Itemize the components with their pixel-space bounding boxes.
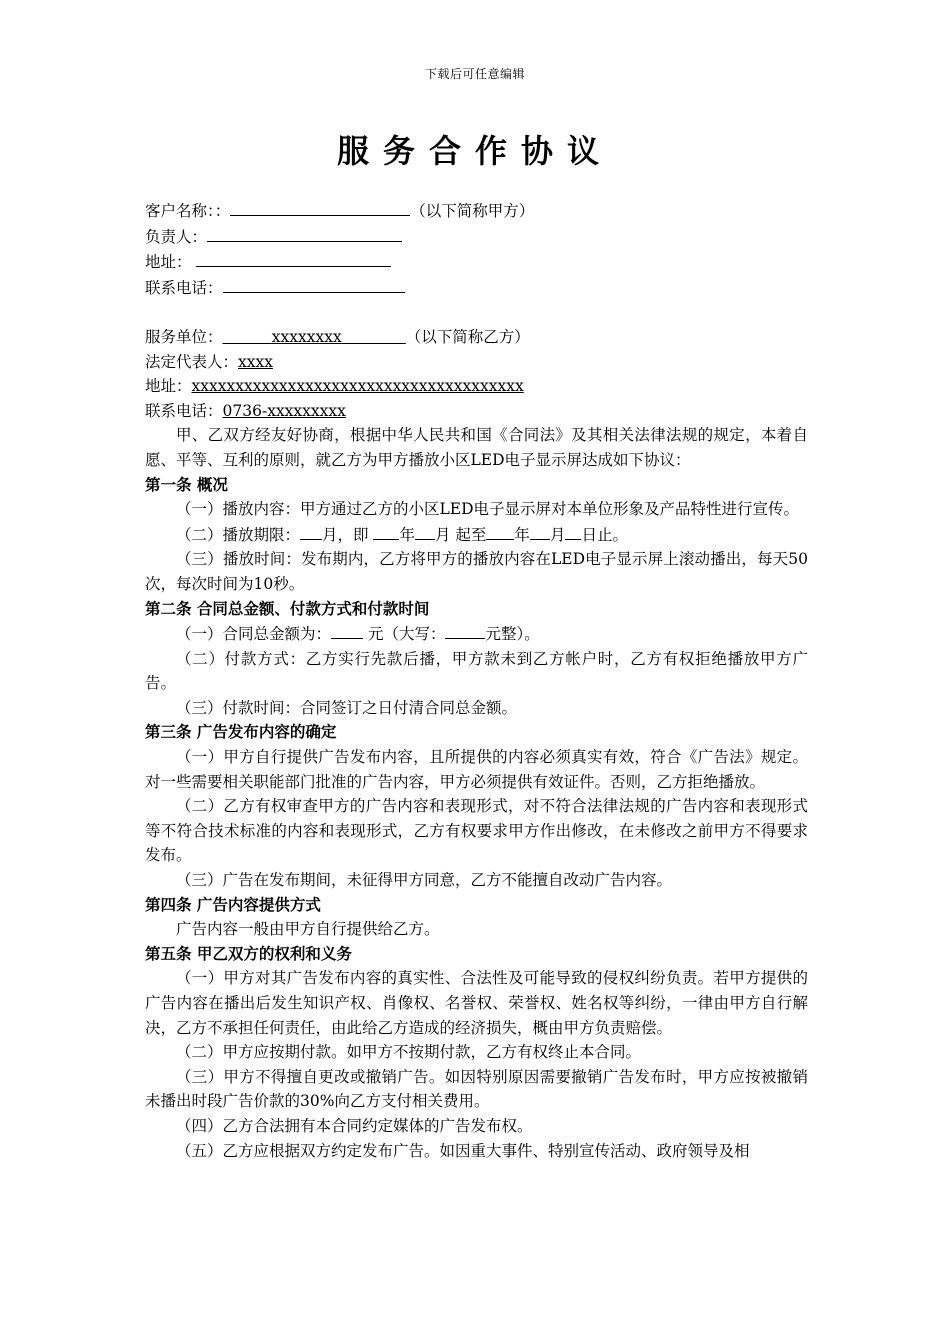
client-name-blank bbox=[230, 198, 410, 216]
party-a-address-line: 地址： bbox=[145, 249, 808, 275]
party-b-address-line: 地址：xxxxxxxxxxxxxxxxxxxxxxxxxxxxxxxxxxxxxx bbox=[145, 377, 524, 396]
article-5-item-1: （一）甲方对其广告发布内容的真实性、合法性及可能导致的侵权纠纷负责。若甲方提供的广告内容在播出后发生知识产权、肖像权、名誉权、荣誉权、姓名权等纠纷，一律由甲方自行解决，乙方不承担任何责任，由此给乙方造成的经济损失，概由甲方负责赔偿。 bbox=[145, 969, 808, 1037]
article-2-heading: 第二条 合同总金额、付款方式和付款时间 bbox=[145, 598, 430, 618]
article-3-item-3: （三）广告在发布期间，未征得甲方同意，乙方不能擅自改动广告内容。 bbox=[176, 871, 673, 890]
client-name-line: 客户名称：： （以下简称甲方） bbox=[145, 198, 808, 224]
intro-paragraph: 甲、乙双方经友好协商，根据中华人民共和国《合同法》及其相关法律法规的规定，本着自愿、平等、互利的原则，就乙方为甲方播放小区LED电子显示屏达成如下协议： bbox=[145, 426, 808, 469]
article-1-item-3: （三）播放时间：发布期内，乙方将甲方的播放内容在LED电子显示屏上滚动播出，每天50次，每次时间为10秒。 bbox=[145, 550, 808, 593]
party-a-phone-line: 联系电话： bbox=[145, 275, 808, 301]
service-unit-line: 服务单位： xxxxxxxx （以下简称乙方） bbox=[145, 327, 530, 346]
article-2-item-2: （二）付款方式：乙方实行先款后播，甲方款未到乙方帐户时，乙方有权拒绝播放甲方广告。 bbox=[145, 649, 808, 693]
document-title: 服务合作协议 bbox=[336, 132, 613, 170]
document-body bbox=[145, 198, 808, 1163]
header-note: 下载后可任意编辑 bbox=[424, 67, 525, 81]
article-4-item-1: 广告内容一般由甲方自行提供给乙方。 bbox=[176, 920, 440, 939]
party-b-phone-line: 联系电话：0736-xxxxxxxxx bbox=[145, 401, 346, 420]
party-a-phone-blank bbox=[223, 275, 405, 293]
article-2-item-1: （一）合同总金额为： 元（大写： 元整）。 bbox=[145, 621, 808, 647]
article-3-item-1: （一）甲方自行提供广告发布内容，且所提供的内容必须真实有效，符合《广告法》规定。对一些需要相关职能部门批准的广告内容，甲方必须提供有效证件。否则，乙方拒绝播放。 bbox=[145, 748, 808, 791]
article-5-item-3: （三）甲方不得擅自更改或撤销广告。如因特别原因需要撤销广告发布时，甲方应按被撤销未播出时段广告价款的30%向乙方支付相关费用。 bbox=[145, 1067, 808, 1111]
article-5-item-4: （四）乙方合法拥有本合同约定媒体的广告发布权。 bbox=[176, 1116, 533, 1135]
service-unit-value: xxxxxxxx bbox=[271, 327, 342, 346]
person-blank bbox=[207, 224, 402, 242]
party-b-phone-value: 0736-xxxxxxxxx bbox=[222, 401, 346, 420]
legal-representative-value: xxxx bbox=[238, 352, 273, 371]
article-1-item-1: （一）播放内容：甲方通过乙方的小区LED电子显示屏对本单位形象及产品特性进行宣传。 bbox=[176, 500, 800, 519]
article-1-item-2: （二）播放期限： 月，即 年 月 起至 年 月 日止。 bbox=[145, 522, 808, 548]
legal-representative-line: 法定代表人：xxxx bbox=[145, 352, 273, 371]
party-b-address-value: xxxxxxxxxxxxxxxxxxxxxxxxxxxxxxxxxxxxxx bbox=[191, 377, 524, 396]
article-4-heading: 第四条 广告内容提供方式 bbox=[145, 894, 321, 914]
article-3-item-2: （二）乙方有权审查甲方的广告内容和表现形式，对不符合法律法规的广告内容和表现形式等不符合技术标准的内容和表现形式，乙方有权要求甲方作出修改，在未修改之前甲方不得要求发布。 bbox=[145, 797, 808, 865]
article-5-item-5: （五）乙方应根据双方约定发布广告。如因重大事件、特别宣传活动、政府领导及相 bbox=[176, 1141, 750, 1160]
article-5-item-2: （二）甲方应按期付款。如甲方不按期付款，乙方有权终止本合同。 bbox=[176, 1043, 642, 1062]
article-3-heading: 第三条 广告发布内容的确定 bbox=[145, 722, 337, 742]
person-in-charge-line: 负责人： bbox=[145, 224, 808, 250]
article-1-heading: 第一条 概况 bbox=[145, 474, 228, 494]
article-2-item-3: （三）付款时间：合同签订之日付清合同总金额。 bbox=[176, 698, 518, 717]
article-5-heading: 第五条 甲乙双方的权利和义务 bbox=[145, 943, 352, 963]
party-a-address-blank bbox=[196, 249, 391, 267]
